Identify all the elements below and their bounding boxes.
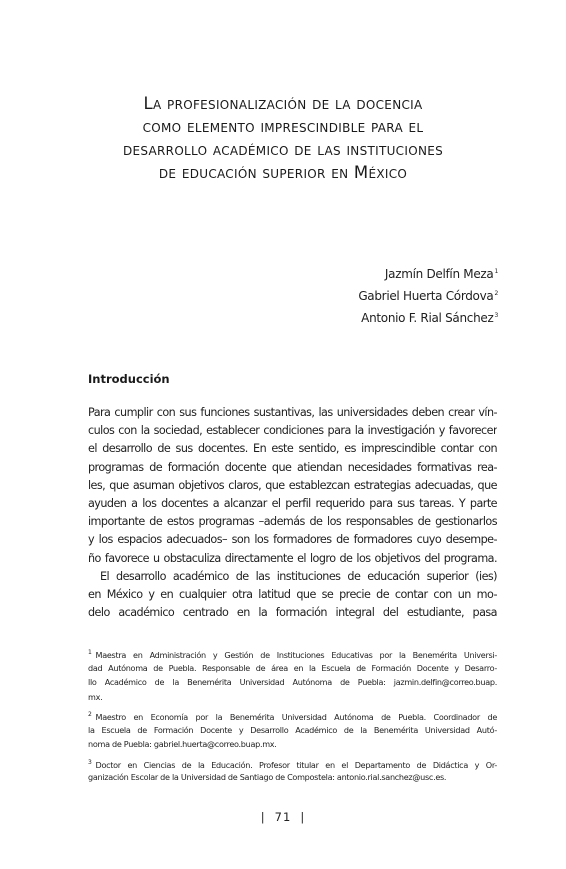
folio-bar-left: |: [260, 810, 266, 824]
text-line: El desarrollo académico de las instituciones de educación superior (ies): [100, 569, 497, 583]
text-line: Para cumplir con sus funciones sustantivas, las universidades deben crear vín-: [88, 406, 497, 419]
author-list: [358, 262, 498, 328]
footnote-line: ganización Escolar de la Universidad de Santiago de Compostela: antonio.rial.sanchez@usc.es.: [88, 772, 447, 782]
footnote-line: noma de Puebla: gabriel.huerta@correo.buap.mx.: [88, 739, 277, 749]
footnote-line: llo Académico de la Benemérita Universidad Autónoma de Puebla: jazmin.delfin@correo.buap.: [88, 677, 497, 687]
footnote-line: la Escuela de Formación Docente y Desarrollo Académico de la Benemérita Universidad Autó-: [88, 724, 497, 735]
text-line: les, que asuman objetivos claros, que establezcan estrategias adecuadas, que: [88, 478, 497, 492]
title-line: como elemento imprescindible para el: [142, 117, 424, 136]
author-name: Antonio F. Rial Sánchez: [361, 311, 494, 325]
footnote-number: 3: [88, 758, 92, 766]
title-line: desarrollo académico de las instituciones: [122, 140, 444, 159]
footnote-marker: 1: [494, 268, 498, 275]
footnote-text: Maestro en Economía por la Benemérita Universidad Autónoma de Puebla. Coordinador de: [95, 712, 497, 722]
footnote-line: [88, 708, 497, 723]
footnote-line: mx.: [88, 691, 103, 702]
text-line: y los espacios adecuados– son los formadores de formadores cuyo desempe-: [88, 533, 497, 547]
footnote-text: Maestra en Administración y Gestión de Instituciones Educativas por la Benemérita Universi-: [95, 650, 497, 660]
text-line: el desarrollo de sus docentes. En este sentido, es imprescindible contar con: [88, 442, 497, 456]
text-line: ayuden a los docentes a alcanzar el perfil requerido para sus tareas. Y parte: [88, 496, 497, 510]
text-line: programas de formación docente que atiendan necesidades formativas rea-: [88, 460, 497, 474]
footnote-marker: 3: [494, 312, 498, 319]
author: [358, 262, 498, 284]
footnote-number: 1: [88, 649, 92, 656]
footnote-marker: 2: [494, 290, 498, 297]
text-line: culos con la sociedad, establecer condiciones para la investigación y favorecer: [88, 424, 497, 438]
footnotes: [88, 646, 497, 785]
author: [358, 284, 498, 306]
section-heading: Introducción: [88, 372, 170, 386]
chapter-title: [60, 92, 506, 184]
author: [358, 306, 498, 328]
author-name: Jazmín Delfín Meza: [384, 267, 494, 281]
page-number-value: 71: [274, 810, 292, 824]
text-line: ño favorece u obstaculiza directamente el logro de los objetivos del programa.: [88, 551, 497, 565]
footnote-line: dad Autónoma de Puebla. Responsable de área en la Escuela de Formación Docente y Desarro-: [88, 662, 497, 673]
folio-bar-right: |: [300, 810, 306, 824]
title-line: de educación superior en México: [158, 163, 408, 182]
footnote-line: [88, 756, 497, 771]
text-line: en México y en cualquier otra latitud que se precie de contar con un mo-: [88, 587, 497, 601]
body-text: [88, 404, 497, 622]
footnote-text: Doctor en Ciencias de la Educación. Profesor titular en el Departamento de Didáctica y Or-: [95, 759, 497, 770]
text-line: delo académico centrado en la formación integral del estudiante, pasa: [88, 606, 497, 620]
footnote-number: 2: [88, 711, 92, 718]
text-line: importante de estos programas –además de los responsables de gestionarlos: [88, 515, 497, 529]
footnote-line: [88, 646, 497, 661]
page-number: [0, 810, 566, 824]
author-name: Gabriel Huerta Córdova: [358, 289, 494, 303]
title-line: La profesionalización de la docencia: [143, 94, 423, 113]
